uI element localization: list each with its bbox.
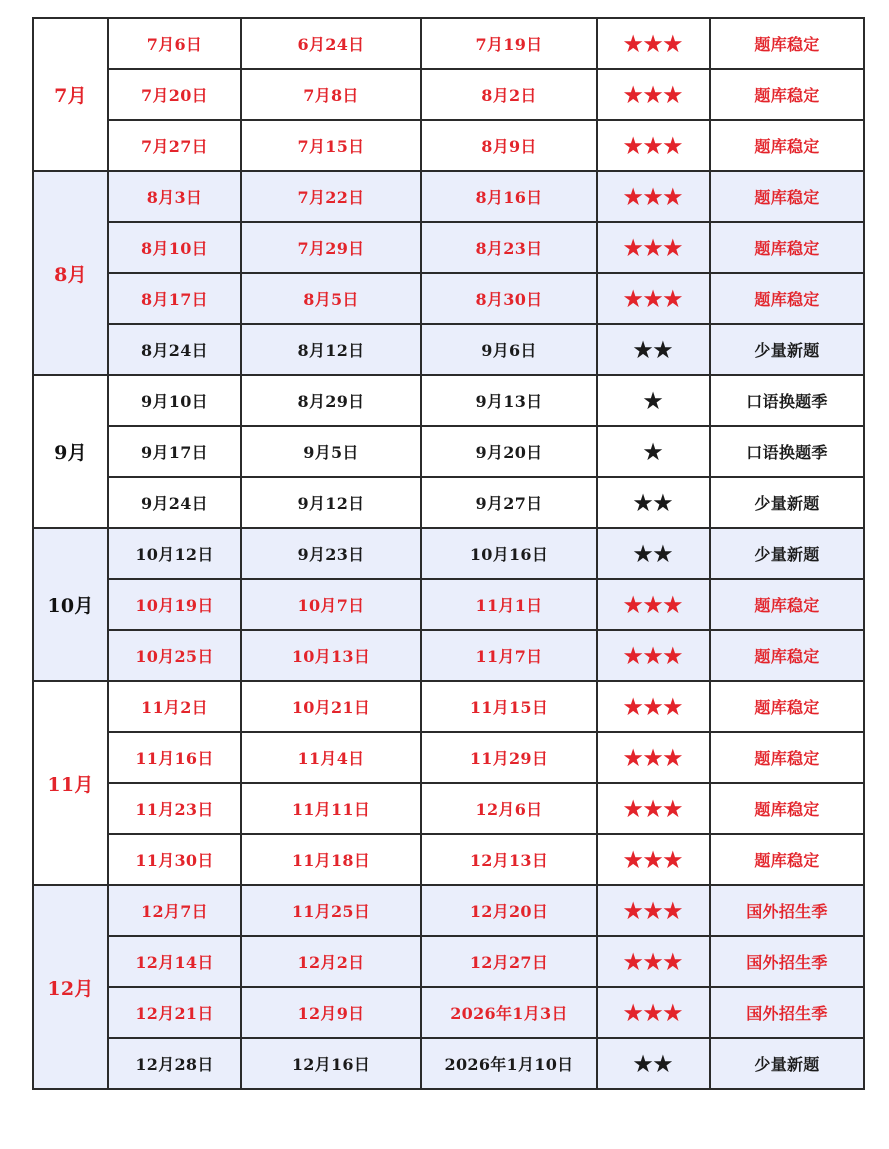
note-cell: 题库稳定 <box>710 732 864 783</box>
date-b-cell: 8月12日 <box>241 324 421 375</box>
stars-rating: ★★★ <box>597 579 710 630</box>
date-a-cell: 12月21日 <box>108 987 241 1038</box>
date-b-cell: 7月15日 <box>241 120 421 171</box>
stars-rating: ★★★ <box>597 120 710 171</box>
stars-rating: ★★ <box>597 477 710 528</box>
date-a-cell: 11月30日 <box>108 834 241 885</box>
date-c-cell: 8月9日 <box>421 120 597 171</box>
date-a-cell: 12月14日 <box>108 936 241 987</box>
date-c-cell: 8月2日 <box>421 69 597 120</box>
date-a-cell: 11月16日 <box>108 732 241 783</box>
table-row <box>33 426 864 477</box>
table-row <box>33 18 864 69</box>
date-a-cell: 8月3日 <box>108 171 241 222</box>
date-a-cell: 7月6日 <box>108 18 241 69</box>
date-b-cell: 7月8日 <box>241 69 421 120</box>
table-row <box>33 477 864 528</box>
date-a-cell: 9月10日 <box>108 375 241 426</box>
table-row <box>33 120 864 171</box>
date-b-cell: 7月22日 <box>241 171 421 222</box>
date-a-cell: 7月20日 <box>108 69 241 120</box>
date-c-cell: 9月27日 <box>421 477 597 528</box>
table-row <box>33 528 864 579</box>
month-label: 9月 <box>33 375 108 528</box>
date-b-cell: 6月24日 <box>241 18 421 69</box>
table-row <box>33 69 864 120</box>
note-cell: 题库稳定 <box>710 18 864 69</box>
date-b-cell: 10月7日 <box>241 579 421 630</box>
stars-rating: ★ <box>597 426 710 477</box>
note-cell: 口语换题季 <box>710 375 864 426</box>
note-cell: 口语换题季 <box>710 426 864 477</box>
stars-rating: ★★★ <box>597 732 710 783</box>
date-c-cell: 11月15日 <box>421 681 597 732</box>
table-row <box>33 732 864 783</box>
table-row <box>33 936 864 987</box>
exam-schedule-table <box>32 17 865 1090</box>
date-b-cell: 9月12日 <box>241 477 421 528</box>
table-row <box>33 579 864 630</box>
date-c-cell: 12月6日 <box>421 783 597 834</box>
date-c-cell: 11月29日 <box>421 732 597 783</box>
date-c-cell: 12月27日 <box>421 936 597 987</box>
table-row <box>33 783 864 834</box>
date-c-cell: 2026年1月3日 <box>421 987 597 1038</box>
date-c-cell: 12月13日 <box>421 834 597 885</box>
date-b-cell: 12月9日 <box>241 987 421 1038</box>
month-label: 10月 <box>33 528 108 681</box>
date-c-cell: 12月20日 <box>421 885 597 936</box>
stars-rating: ★★★ <box>597 69 710 120</box>
note-cell: 题库稳定 <box>710 171 864 222</box>
date-b-cell: 10月21日 <box>241 681 421 732</box>
note-cell: 题库稳定 <box>710 783 864 834</box>
date-b-cell: 9月23日 <box>241 528 421 579</box>
stars-rating: ★★★ <box>597 273 710 324</box>
date-a-cell: 9月24日 <box>108 477 241 528</box>
note-cell: 题库稳定 <box>710 273 864 324</box>
exam-schedule-body <box>33 18 864 1089</box>
date-a-cell: 8月24日 <box>108 324 241 375</box>
stars-rating: ★★ <box>597 324 710 375</box>
note-cell: 题库稳定 <box>710 69 864 120</box>
date-a-cell: 11月23日 <box>108 783 241 834</box>
note-cell: 题库稳定 <box>710 630 864 681</box>
table-row <box>33 630 864 681</box>
date-b-cell: 11月11日 <box>241 783 421 834</box>
table-row <box>33 324 864 375</box>
date-c-cell: 7月19日 <box>421 18 597 69</box>
stars-rating: ★★★ <box>597 222 710 273</box>
date-a-cell: 12月7日 <box>108 885 241 936</box>
date-b-cell: 8月5日 <box>241 273 421 324</box>
date-a-cell: 8月17日 <box>108 273 241 324</box>
note-cell: 题库稳定 <box>710 681 864 732</box>
table-row <box>33 171 864 222</box>
stars-rating: ★★★ <box>597 681 710 732</box>
date-c-cell: 11月7日 <box>421 630 597 681</box>
date-b-cell: 12月2日 <box>241 936 421 987</box>
table-row <box>33 834 864 885</box>
date-b-cell: 10月13日 <box>241 630 421 681</box>
date-a-cell: 7月27日 <box>108 120 241 171</box>
month-label: 7月 <box>33 18 108 171</box>
note-cell: 少量新题 <box>710 477 864 528</box>
stars-rating: ★★★ <box>597 936 710 987</box>
note-cell: 少量新题 <box>710 1038 864 1089</box>
stars-rating: ★★★ <box>597 18 710 69</box>
note-cell: 题库稳定 <box>710 222 864 273</box>
stars-rating: ★★★ <box>597 783 710 834</box>
stars-rating: ★★★ <box>597 630 710 681</box>
date-c-cell: 9月20日 <box>421 426 597 477</box>
date-b-cell: 9月5日 <box>241 426 421 477</box>
date-c-cell: 9月13日 <box>421 375 597 426</box>
date-c-cell: 8月16日 <box>421 171 597 222</box>
stars-rating: ★★★ <box>597 171 710 222</box>
table-row <box>33 222 864 273</box>
month-label: 11月 <box>33 681 108 885</box>
table-row <box>33 885 864 936</box>
date-b-cell: 11月18日 <box>241 834 421 885</box>
date-b-cell: 8月29日 <box>241 375 421 426</box>
stars-rating: ★★★ <box>597 834 710 885</box>
date-b-cell: 11月25日 <box>241 885 421 936</box>
note-cell: 少量新题 <box>710 324 864 375</box>
note-cell: 国外招生季 <box>710 885 864 936</box>
date-b-cell: 7月29日 <box>241 222 421 273</box>
note-cell: 国外招生季 <box>710 936 864 987</box>
date-a-cell: 9月17日 <box>108 426 241 477</box>
date-a-cell: 8月10日 <box>108 222 241 273</box>
date-c-cell: 2026年1月10日 <box>421 1038 597 1089</box>
note-cell: 题库稳定 <box>710 834 864 885</box>
date-a-cell: 10月19日 <box>108 579 241 630</box>
table-row <box>33 273 864 324</box>
date-a-cell: 10月12日 <box>108 528 241 579</box>
stars-rating: ★ <box>597 375 710 426</box>
stars-rating: ★★ <box>597 528 710 579</box>
note-cell: 少量新题 <box>710 528 864 579</box>
table-row <box>33 987 864 1038</box>
table-row <box>33 375 864 426</box>
stars-rating: ★★★ <box>597 885 710 936</box>
month-label: 12月 <box>33 885 108 1089</box>
date-c-cell: 8月23日 <box>421 222 597 273</box>
date-c-cell: 10月16日 <box>421 528 597 579</box>
stars-rating: ★★ <box>597 1038 710 1089</box>
date-c-cell: 8月30日 <box>421 273 597 324</box>
date-b-cell: 11月4日 <box>241 732 421 783</box>
date-a-cell: 12月28日 <box>108 1038 241 1089</box>
date-a-cell: 11月2日 <box>108 681 241 732</box>
date-b-cell: 12月16日 <box>241 1038 421 1089</box>
table-row <box>33 681 864 732</box>
table-row <box>33 1038 864 1089</box>
month-label: 8月 <box>33 171 108 375</box>
note-cell: 题库稳定 <box>710 120 864 171</box>
date-a-cell: 10月25日 <box>108 630 241 681</box>
date-c-cell: 9月6日 <box>421 324 597 375</box>
note-cell: 题库稳定 <box>710 579 864 630</box>
date-c-cell: 11月1日 <box>421 579 597 630</box>
note-cell: 国外招生季 <box>710 987 864 1038</box>
stars-rating: ★★★ <box>597 987 710 1038</box>
